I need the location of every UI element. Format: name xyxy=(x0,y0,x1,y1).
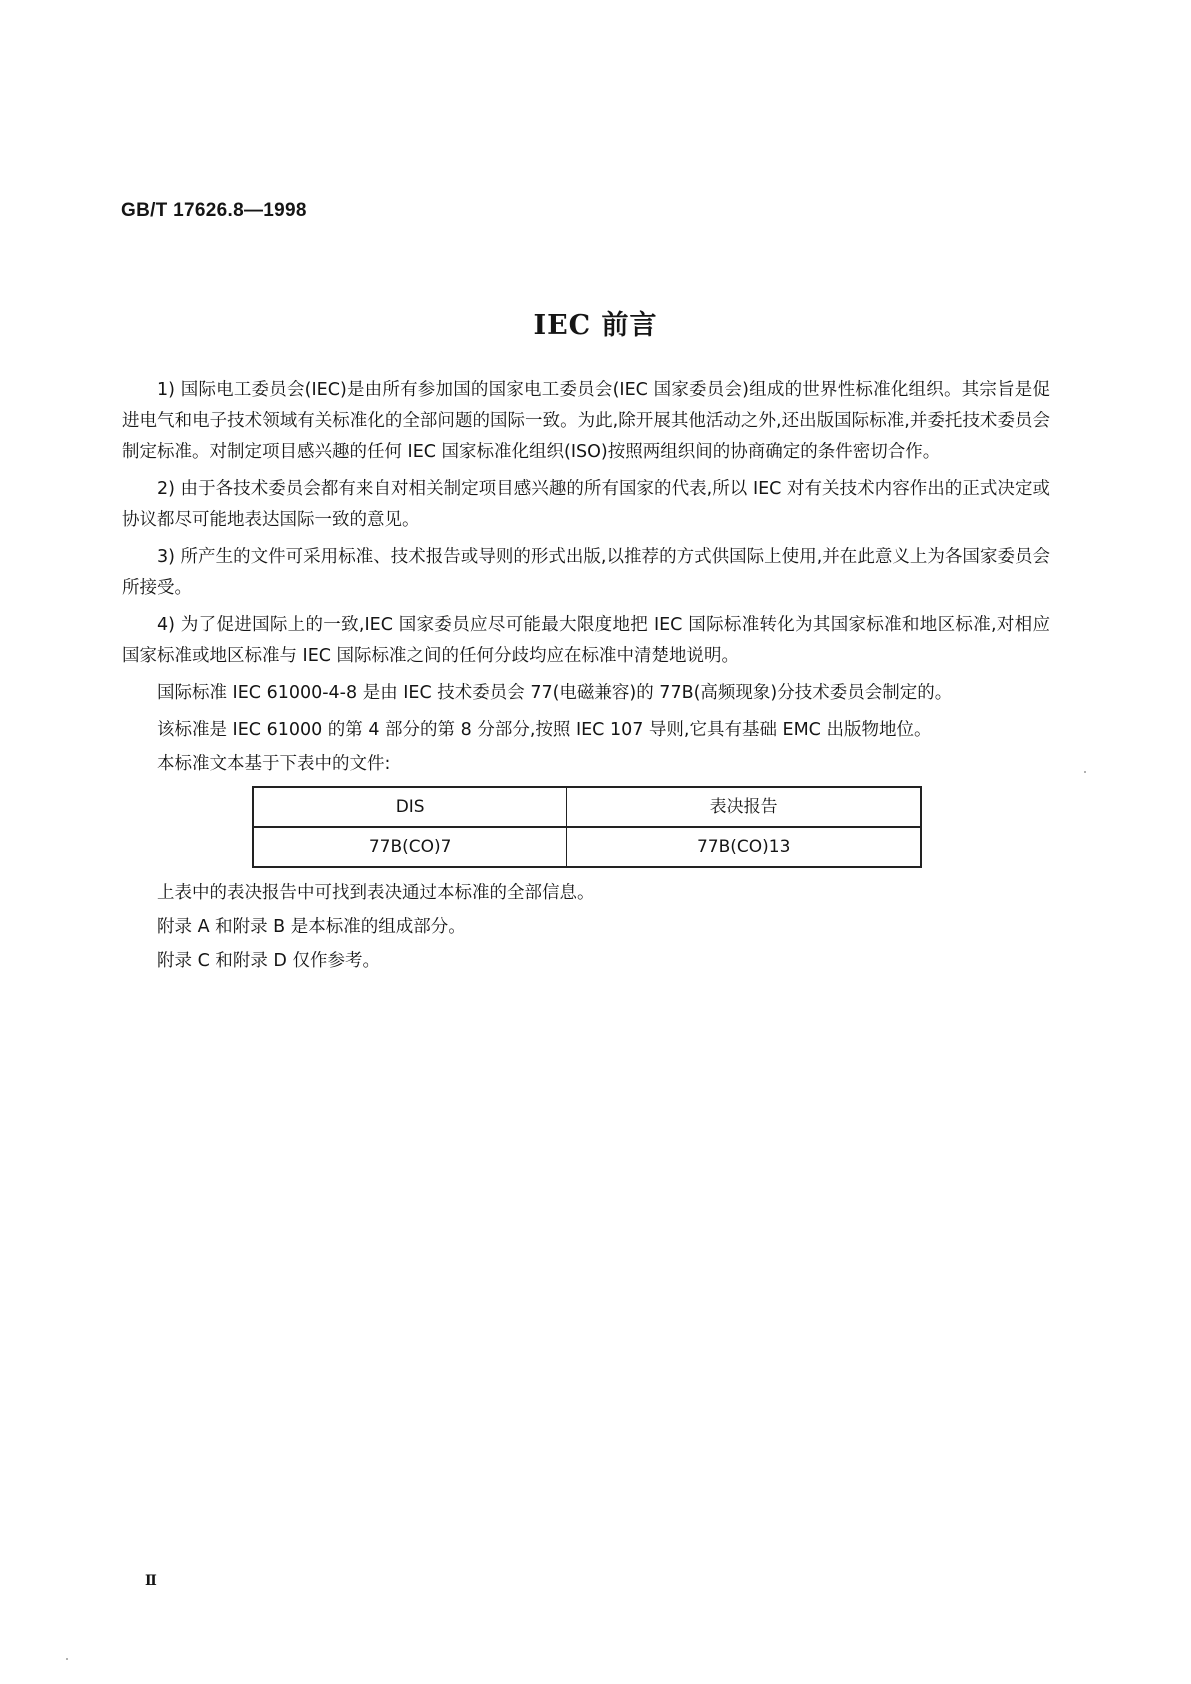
scan-speck xyxy=(66,1658,68,1660)
basis-line-table-intro: 本标准文本基于下表中的文件: xyxy=(157,754,391,774)
page-title: IEC 前言 xyxy=(533,310,658,341)
standard-code: GB/T 17626.8—1998 xyxy=(121,200,307,221)
document-body xyxy=(122,375,1050,980)
paragraph-standard-origin: 国际标准 IEC 61000-4-8 是由 IEC 技术委员会 77(电磁兼容)的 77B(高频现象)分技术委员会制定的。 xyxy=(157,683,953,703)
page-number: Ⅱ xyxy=(145,1573,157,1589)
table-cell-dis: 77B(CO)7 xyxy=(253,827,567,867)
source-documents-table xyxy=(252,786,922,868)
paragraph-technical-committees: 2) 由于各技术委员会都有来自对相关制定项目感兴趣的所有国家的代表,所以 IEC 对有关技术内容作出的正式决定或协议都尽可能地表达国际一致的意见。 xyxy=(122,479,1050,530)
paragraph-international-uniformity: 4) 为了促进国际上的一致,IEC 国家委员应尽可能最大限度地把 IEC 国际标准转化为其国家标准和地区标准,对相应国家标准或地区标准与 IEC 国际标准之间的任何分歧均应在标准中清楚地说明。 xyxy=(122,615,1050,666)
basis-line-status: 该标准是 IEC 61000 的第 4 部分的第 8 分部分,按照 IEC 107 导则,它具有基础 EMC 出版物地位。 xyxy=(157,720,932,740)
note-informative-annexes: 附录 C 和附录 D 仅作参考。 xyxy=(157,951,380,971)
scan-speck xyxy=(1084,771,1086,773)
paragraph-iec-organization: 1) 国际电工委员会(IEC)是由所有参加国的国家电工委员会(IEC 国家委员会)组成的世界性标准化组织。其宗旨是促进电气和电子技术领域有关标准化的全部问题的国际一致。为此,除开展其他活动之外,还出版国际标准,并委托技术委员会制定标准。对制定项目感兴趣的任何 IEC 国家标准化组织(ISO)按照两组织间的协商确定的条件密切合作。 xyxy=(122,380,1050,462)
table-cell-voting-report: 77B(CO)13 xyxy=(567,827,921,867)
paragraph-publication-forms: 3) 所产生的文件可采用标准、技术报告或导则的形式出版,以推荐的方式供国际上使用,并在此意义上为各国家委员会所接受。 xyxy=(122,547,1050,598)
table-header-voting-report: 表决报告 xyxy=(567,787,921,827)
table-row xyxy=(253,827,921,867)
note-voting-info: 上表中的表决报告中可找到表决通过本标准的全部信息。 xyxy=(157,883,595,903)
table-header-row xyxy=(253,787,921,827)
note-normative-annexes: 附录 A 和附录 B 是本标准的组成部分。 xyxy=(157,917,466,937)
table-header-dis: DIS xyxy=(253,787,567,827)
